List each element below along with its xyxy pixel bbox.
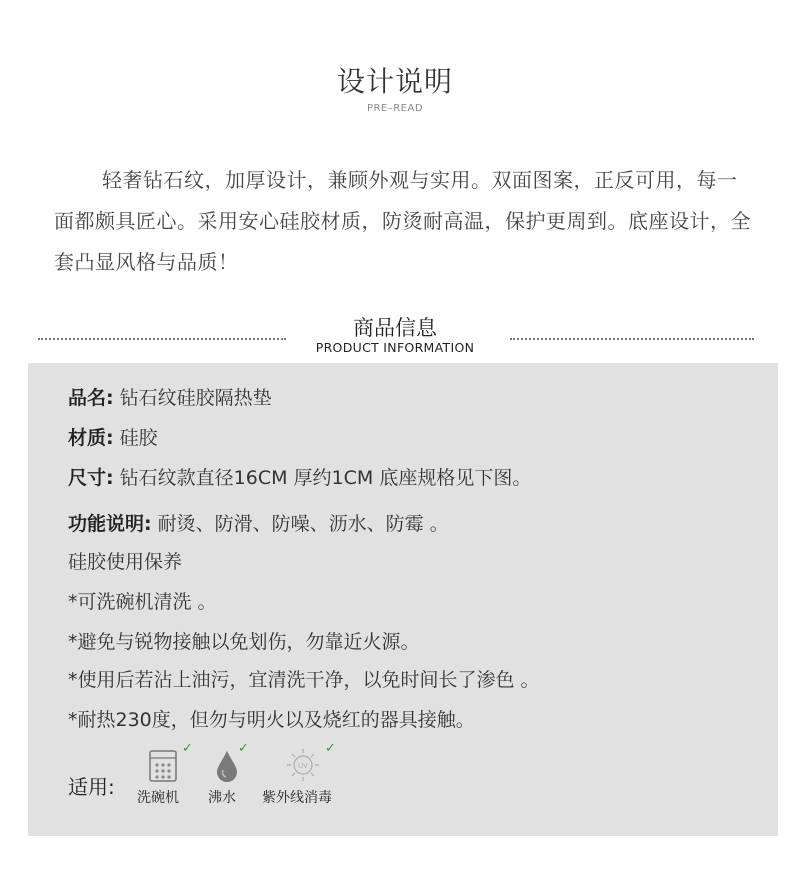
- water-check-icon: ✓: [238, 741, 249, 756]
- dishwasher-caption: 洗碗机: [137, 790, 179, 806]
- care-item-4: *耐热230度，但勿与明火以及烧红的器具接触。: [68, 709, 475, 731]
- function-row: [68, 509, 449, 536]
- water-caption: 沸水: [208, 790, 236, 806]
- suitable-label: 适用:: [68, 775, 115, 799]
- care-title: 硅胶使用保养: [68, 551, 183, 573]
- product-name-label: 品名:: [68, 387, 114, 409]
- dishwasher-check-icon: ✓: [182, 741, 193, 756]
- uv-sun-icon: [284, 747, 322, 783]
- size-label: 尺寸:: [68, 467, 114, 489]
- material-row: [68, 423, 158, 450]
- uv-check-icon: ✓: [325, 741, 336, 756]
- page-title: 设计说明: [336, 65, 453, 98]
- dishwasher-icon: [148, 749, 178, 783]
- uv-text: UV: [298, 763, 308, 770]
- section-title: 商品信息: [353, 316, 437, 340]
- product-name-row: [68, 383, 272, 410]
- intro-paragraph: 轻奢钻石纹，加厚设计，兼顾外观与实用。双面图案，正反可用，每一面都颇具匠心。采用安心硅胶材质，防烫耐高温，保护更周到。底座设计，全套凸显风格与品质！: [54, 168, 751, 274]
- size-row: [68, 463, 531, 490]
- care-item-3: *使用后若沾上油污，宜清洗干净，以免时间长了渗色 。: [68, 669, 540, 691]
- water-drop-icon: [214, 749, 240, 783]
- product-info-panel: [28, 363, 778, 836]
- care-item-1: *可洗碗机清洗 。: [68, 591, 217, 613]
- section-subtitle: PRODUCT INFORMATION: [315, 340, 475, 355]
- care-item-2: *避免与锐物接触以免划伤，勿靠近火源。: [68, 631, 420, 653]
- material-label: 材质:: [68, 427, 114, 449]
- function-label: 功能说明:: [68, 513, 152, 535]
- size-value: 钻石纹款直径16CM 厚约1CM 底座规格见下图。: [113, 467, 532, 489]
- page-subtitle: PRE–READ: [366, 103, 424, 114]
- function-value: 耐烫、防滑、防噪、沥水、防霉 。: [151, 513, 449, 535]
- product-name-value: 钻石纹硅胶隔热垫: [113, 387, 272, 409]
- uv-caption: 紫外线消毒: [262, 790, 332, 806]
- material-value: 硅胶: [113, 427, 158, 449]
